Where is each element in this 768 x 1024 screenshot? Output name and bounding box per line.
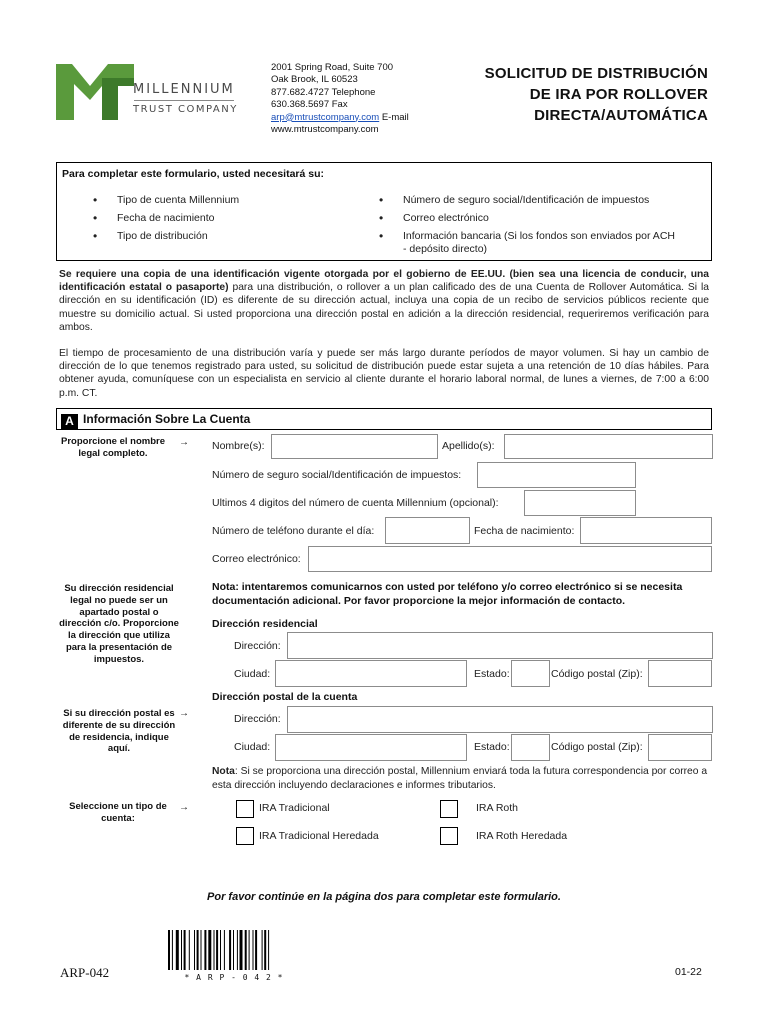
company-logo [56,64,246,120]
checkbox-ira-traditional[interactable] [236,800,254,818]
barcode-bar [214,930,215,970]
bullet-icon: • [379,229,384,243]
address-fax: 630.368.5697 Fax [271,99,348,111]
dob-label: Fecha de nacimiento: [474,525,575,537]
title-line-3: DIRECTA/AUTOMÁTICA [534,107,708,124]
dob-field[interactable] [580,517,712,544]
res-address-field[interactable] [287,632,713,659]
email-link[interactable]: arp@mtrustcompany.com [271,111,380,123]
barcode-bar [229,930,231,970]
intro-paragraph-2 [59,347,709,400]
arrow-icon: → [179,802,189,813]
address-city: Oak Brook, IL 60523 [271,74,358,86]
mail-city-field[interactable] [275,734,467,761]
barcode-bar [249,930,250,970]
email-field[interactable] [308,546,712,572]
last-name-label: Apellido(s): [442,440,495,452]
title-line-1: SOLICITUD DE DISTRIBUCIÓN [484,65,708,82]
ira-roth-inherited-label: IRA Roth Heredada [476,830,568,842]
req-item: Correo electrónico [403,212,489,224]
barcode-bar [194,930,195,970]
mail-address-label: Dirección: [234,713,281,725]
side-note-mailing: Si su dirección postal es diferente de su dirección de residencia, indique aquí. [62,708,176,755]
address-street: 2001 Spring Road, Suite 700 [271,62,394,73]
req-item: Información bancaria (Si los fondos son enviados por ACH [403,230,675,242]
ssn-field[interactable] [477,462,636,488]
first-name-label: Nombre(s): [212,440,265,452]
barcode-bar [253,930,254,970]
side-note-legal-name: Proporcione el nombre legal completo. [61,436,165,459]
mail-state-field[interactable] [511,734,550,761]
requirements-title: Para completar este formulario, usted necesitará su: [62,168,325,180]
phone-field[interactable] [385,517,470,544]
barcode [168,930,300,980]
res-city-label: Ciudad: [234,668,271,680]
barcode-bar [262,930,263,970]
email-label: E-mail [379,111,409,123]
ira-traditional-inherited-label: IRA Tradicional Heredada [259,830,379,842]
phone-label: Número de teléfono durante el día: [212,525,375,537]
ssn-label: Número de seguro social/Identificación de impuestos: [212,469,462,481]
mt-logo-mark-icon [56,64,134,120]
bullet-icon: • [93,229,98,243]
barcode-bar [208,930,211,970]
checkbox-ira-roth[interactable] [440,800,458,818]
mailing-note-text: : Si se proporciona una dirección postal, Millennium enviará toda la futura correspondencia por correo a esta dirección incluyendo declaraciones e informes tributarios. [212,766,708,791]
mailing-heading: Dirección postal de la cuenta [212,691,358,703]
barcode-bar [268,930,269,970]
residential-heading: Dirección residencial [212,618,318,630]
barcode-bar [237,930,238,970]
version-code: 01-22 [675,966,702,978]
barcode-bar [220,930,221,970]
requirements-box [56,162,712,261]
barcode-bar [233,930,234,970]
address-phone: 877.682.4727 Telephone [271,86,376,98]
res-zip-label: Código postal (Zip): [551,668,643,680]
barcode-bar [255,930,257,970]
first-name-field[interactable] [271,434,438,459]
mail-zip-field[interactable] [648,734,712,761]
intro-p1-rest: para una distribución, o rollover a un plan calificado des de una Cuenta de Rollover Automática. Si la dirección en su identificación (ID) es diferente de su dirección actual, incluya una copia de un recibo de servicios públicos reciente que muestre su domicilio actual. Si usted proporciona una dirección postal en adición a la dirección residencial, requeriremos verificación para ambos. [59,282,709,333]
arrow-icon: → [179,708,189,719]
res-state-field[interactable] [511,660,550,687]
section-title: Información Sobre La Cuenta [83,412,251,426]
form-code: ARP-042 [60,965,110,980]
barcode-bar [216,930,218,970]
req-item: Tipo de distribución [117,230,208,242]
mail-state-label: Estado: [474,741,510,753]
intro-paragraph-1 [59,268,709,334]
bullet-icon: • [379,211,384,225]
barcode-bar [181,930,182,970]
req-item: Fecha de nacimiento [117,212,215,224]
req-item: Tipo de cuenta Millennium [117,194,240,206]
checkbox-ira-roth-inherited[interactable] [440,827,458,845]
res-address-label: Dirección: [234,640,281,652]
barcode-bar [189,930,190,970]
mailing-note [212,765,712,792]
barcode-bar [197,930,199,970]
intro-id-requirement: Se requiere una copia de una identificación vigente otorgada por el gobierno de EE.UU. (bien sea una licencia de conducir, una identificación estatal o pasaporte) [59,269,709,294]
address-website: www.mtrustcompany.com [271,124,379,136]
req-item: - depósito directo) [403,243,488,255]
barcode-bar [168,930,170,970]
barcode-bar [245,930,247,970]
barcode-icon [168,930,300,970]
intro-p2-text: El tiempo de procesamiento de una distribución varía y puede ser más largo durante períodos de mayor volumen. Si hay un cambio de dirección de lo que tenemos registrado para usted, su solicitud de distribución puede estar sujeta a una retención de 10 días hábiles. Para obtener ayuda, comuníquese con un especialista en servicio al cliente durante el horario laboral normal, de lunes a viernes, de 7:00 a 6:00 p.m. CT. [59,348,709,399]
ira-traditional-label: IRA Tradicional [259,802,330,814]
mailing-note-label: Nota [212,766,235,777]
email-field-label: Correo electrónico: [212,553,301,565]
res-zip-field[interactable] [648,660,712,687]
barcode-bar [201,930,202,970]
side-note-residence: Su dirección residencial legal no puede ser un apartado postal o dirección c/o. Proporcione la dirección que utiliza para la presentación de impuestos. [59,583,179,665]
account-last4-field[interactable] [524,490,636,516]
barcode-bar [264,930,266,970]
barcode-bar [184,930,186,970]
barcode-text: * A R P - 0 4 2 * [184,973,284,982]
section-letter: A [61,414,78,429]
checkbox-ira-traditional-inherited[interactable] [236,827,254,845]
res-state-label: Estado: [474,668,510,680]
req-item: Número de seguro social/Identificación de impuestos [403,194,650,206]
continue-note: Por favor continúe en la página dos para completar este formulario. [207,891,561,903]
barcode-bar [204,930,206,970]
ira-roth-label: IRA Roth [476,802,519,814]
bullet-icon: • [379,193,384,207]
form-title [428,63,708,126]
barcode-bar [240,930,243,970]
mail-address-field[interactable] [287,706,713,733]
section-a-header [56,408,712,430]
bullet-icon: • [93,193,98,207]
barcode-bar [224,930,225,970]
contact-note: Nota: intentaremos comunicarnos con usted por teléfono y/o correo electrónico si se necesita documentación adicional. Por favor proporcione la mejor información de contacto. [212,581,683,607]
side-note-account-type: Seleccione un tipo de cuenta: [69,801,167,824]
arrow-icon: → [179,437,189,448]
barcode-bar [172,930,173,970]
mail-zip-label: Código postal (Zip): [551,741,643,753]
title-line-2: DE IRA POR ROLLOVER [529,86,708,103]
logo-line1: MILLENNIUM [133,82,235,97]
barcode-bar [176,930,179,970]
mail-city-label: Ciudad: [234,741,271,753]
account-last4-label: Ultimos 4 digitos del número de cuenta Millennium (opcional): [212,497,499,509]
res-city-field[interactable] [275,660,467,687]
last-name-field[interactable] [504,434,713,459]
bullet-icon: • [93,211,98,225]
logo-line2: TRUST COMPANY [133,104,238,115]
